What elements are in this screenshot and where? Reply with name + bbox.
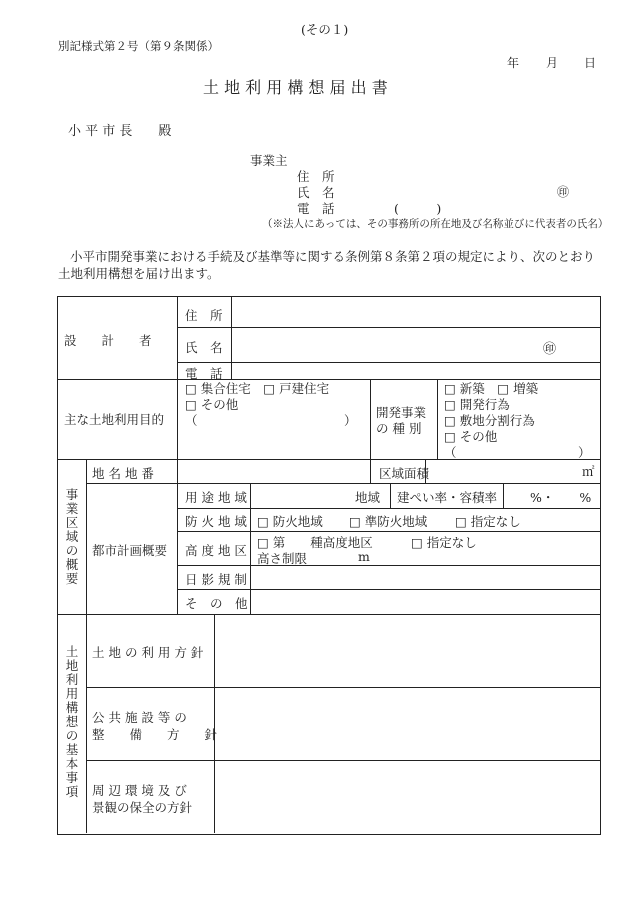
environment-input[interactable] bbox=[215, 761, 598, 832]
designer-phone-label: 電 話 bbox=[185, 366, 223, 381]
facilities-label-line-2: 整 備 方 針 bbox=[92, 727, 218, 742]
purpose-other-close-paren: ） bbox=[344, 413, 357, 428]
designer-address-input[interactable] bbox=[232, 304, 598, 326]
purpose-label: 主な土地利用目的 bbox=[64, 412, 165, 427]
purpose-other-open-paren: （ bbox=[185, 413, 198, 428]
applicant-phone-label: 電 話 bbox=[297, 201, 335, 216]
vertical-label-divider bbox=[86, 459, 87, 833]
area-size-divider-1 bbox=[370, 459, 371, 483]
coverage-divider-1 bbox=[390, 483, 391, 508]
area-unit: ㎡ bbox=[582, 464, 595, 479]
height-limit-label: 高さ制限 bbox=[257, 551, 308, 566]
devtype-label-line-1: 開発事業 bbox=[376, 405, 427, 420]
purpose-devtype-divider bbox=[370, 379, 371, 459]
city-plan-label: 都市計画概要 bbox=[92, 543, 168, 558]
devtype-other-open-paren: （ bbox=[444, 445, 457, 460]
height-option-district[interactable]: □ 第 種高度地区 bbox=[257, 535, 373, 550]
basics-vertical-label: 土 地 利 用 構 想 の 基 本 事 項 bbox=[65, 644, 79, 799]
lot-input[interactable] bbox=[178, 460, 369, 482]
area-summary-vertical-label: 事 業 区 域 の 概 要 bbox=[65, 487, 79, 586]
devtype-option-other[interactable]: □ その他 bbox=[444, 429, 498, 444]
coverage-label: 建ぺい率・容積率 bbox=[397, 490, 498, 505]
devtype-field-divider bbox=[437, 379, 438, 459]
environment-label-line-1: 周 辺 環 境 及 び bbox=[92, 783, 187, 798]
page-marker: (その１) bbox=[301, 22, 349, 37]
applicant-label: 事業主 bbox=[250, 153, 288, 168]
lot-label: 地 名 地 番 bbox=[92, 466, 154, 481]
height-option-none[interactable]: □ 指定なし bbox=[411, 535, 477, 550]
area-row-line-lot bbox=[86, 483, 600, 484]
height-label: 高 度 地 区 bbox=[185, 543, 247, 558]
coverage-divider-2 bbox=[503, 483, 504, 508]
date-day-label: 日 bbox=[584, 56, 597, 70]
purpose-option-other[interactable]: □ その他 bbox=[185, 397, 239, 412]
form-number: 別記様式第２号（第９条関係） bbox=[58, 39, 219, 53]
purpose-label-divider bbox=[177, 379, 178, 459]
addressee: 小 平 市 長 殿 bbox=[68, 124, 172, 139]
devtype-option-development[interactable]: □ 開発行為 bbox=[444, 397, 510, 412]
land-use-policy-label: 土 地 の 利 用 方 針 bbox=[92, 645, 204, 660]
page-title: 土 地 利 用 構 想 届 出 書 bbox=[203, 78, 388, 97]
fire-label: 防 火 地 域 bbox=[185, 514, 247, 529]
applicant-note: （※法人にあっては、その事務所の所在地及び名称並びに代表者の氏名） bbox=[262, 218, 609, 230]
designer-seal-mark: ㊞ bbox=[543, 342, 557, 357]
date-year-label: 年 bbox=[507, 56, 520, 70]
fire-option-none[interactable]: □ 指定なし bbox=[455, 514, 521, 529]
cityplan-row-line-2 bbox=[177, 531, 600, 532]
designer-name-input[interactable] bbox=[232, 329, 532, 361]
fire-option-semi-fire-zone[interactable]: □ 準防火地域 bbox=[349, 514, 428, 529]
environment-label-line-2: 景観の保全の方針 bbox=[92, 800, 193, 815]
purpose-option-housing[interactable]: □ 集合住宅 □ 戸建住宅 bbox=[185, 381, 330, 396]
other-label: そ の 他 bbox=[185, 596, 248, 611]
area-size-label: 区域面積 bbox=[379, 466, 430, 481]
cityplan-row-line-1 bbox=[177, 508, 600, 509]
area-size-input[interactable] bbox=[426, 460, 576, 482]
designer-phone-input[interactable] bbox=[232, 364, 598, 378]
height-limit-unit: m bbox=[358, 549, 370, 564]
designer-row-line-1 bbox=[177, 327, 600, 328]
applicant-seal-mark: ㊞ bbox=[557, 185, 570, 199]
facilities-label-line-1: 公 共 施 設 等 の bbox=[92, 710, 187, 725]
land-use-policy-input[interactable] bbox=[215, 615, 598, 686]
designer-row-line-2 bbox=[177, 362, 600, 363]
devtype-label-line-2: の 種 別 bbox=[376, 421, 422, 436]
facilities-input[interactable] bbox=[215, 688, 598, 759]
intro-line-2: 土地利用構想を届け出ます。 bbox=[58, 266, 220, 281]
applicant-phone-parens: ( ) bbox=[394, 201, 442, 216]
coverage-value: %・ % bbox=[530, 490, 592, 505]
designer-label-divider bbox=[177, 296, 178, 379]
date-month-label: 月 bbox=[546, 56, 559, 70]
fire-option-fire-zone[interactable]: □ 防火地域 bbox=[257, 514, 323, 529]
zoning-label: 用 途 地 域 bbox=[185, 490, 247, 505]
other-input[interactable] bbox=[251, 590, 598, 613]
designer-label: 設 計 者 bbox=[64, 333, 152, 348]
zoning-suffix: 地域 bbox=[355, 490, 381, 505]
applicant-name-label: 氏 名 bbox=[297, 185, 335, 200]
designer-name-label: 氏 名 bbox=[185, 340, 223, 355]
intro-line-1: 小平市開発事業における手続及び基準等に関する条例第８条第２項の規定により、次のとおり bbox=[70, 249, 596, 264]
shadow-input[interactable] bbox=[251, 566, 598, 588]
devtype-option-lot-split[interactable]: □ 敷地分割行為 bbox=[444, 413, 535, 428]
applicant-address-label: 住 所 bbox=[297, 169, 335, 184]
devtype-option-new-addition[interactable]: □ 新築 □ 増築 bbox=[444, 381, 539, 396]
devtype-other-close-paren: ） bbox=[578, 445, 591, 460]
designer-address-label: 住 所 bbox=[185, 308, 223, 323]
shadow-label: 日 影 規 制 bbox=[185, 572, 247, 587]
